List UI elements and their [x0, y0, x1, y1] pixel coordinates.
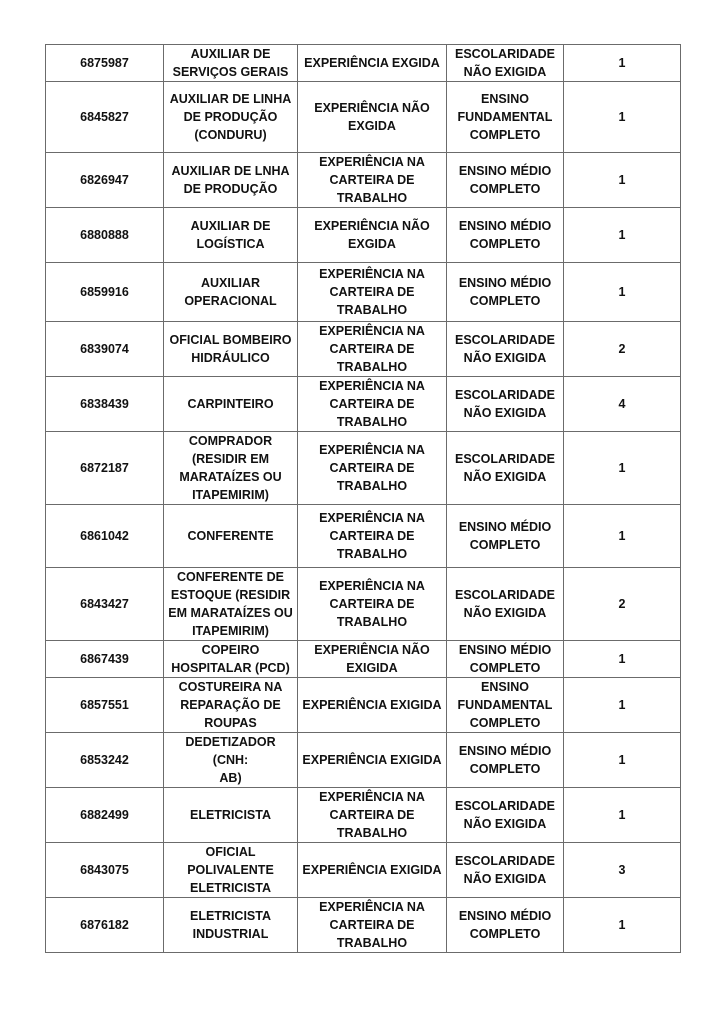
experience-cell: EXPERIÊNCIA NÃO EXIGIDA	[298, 641, 447, 678]
job-role-cell: COSTUREIRA NA REPARAÇÃO DE ROUPAS	[164, 678, 298, 733]
experience-cell: EXPERIÊNCIA NÃO EXGIDA	[298, 208, 447, 263]
job-role-cell: ELETRICISTA INDUSTRIAL	[164, 898, 298, 953]
education-cell: ENSINO FUNDAMENTAL COMPLETO	[447, 82, 564, 153]
vacancies-cell: 1	[564, 82, 681, 153]
experience-cell: EXPERIÊNCIA NA CARTEIRA DE TRABALHO	[298, 568, 447, 641]
vacancies-cell: 1	[564, 733, 681, 788]
job-code-cell: 6843427	[46, 568, 164, 641]
vacancies-cell: 3	[564, 843, 681, 898]
job-role-cell: AUXILIAR DE LNHA DE PRODUÇÃO	[164, 153, 298, 208]
experience-cell: EXPERIÊNCIA EXIGIDA	[298, 678, 447, 733]
job-role-cell: AUXILIAR DE LINHA DE PRODUÇÃO (CONDURU)	[164, 82, 298, 153]
job-role-cell: AUXILIAR OPERACIONAL	[164, 263, 298, 322]
job-code-cell: 6882499	[46, 788, 164, 843]
vacancies-cell: 1	[564, 432, 681, 505]
education-cell: ENSINO MÉDIO COMPLETO	[447, 733, 564, 788]
job-code-cell: 6875987	[46, 45, 164, 82]
job-role-cell: OFICIAL POLIVALENTE ELETRICISTA	[164, 843, 298, 898]
job-code-cell: 6876182	[46, 898, 164, 953]
job-code-cell: 6867439	[46, 641, 164, 678]
experience-cell: EXPERIÊNCIA NÃO EXGIDA	[298, 82, 447, 153]
job-code-cell: 6838439	[46, 377, 164, 432]
table-row	[46, 322, 681, 377]
table-row	[46, 641, 681, 678]
job-role-cell: DEDETIZADOR (CNH: AB)	[164, 733, 298, 788]
table-row	[46, 898, 681, 953]
table-row	[46, 45, 681, 82]
table-row	[46, 678, 681, 733]
vacancies-cell: 1	[564, 788, 681, 843]
job-code-cell: 6853242	[46, 733, 164, 788]
vacancies-cell: 4	[564, 377, 681, 432]
vacancies-cell: 1	[564, 263, 681, 322]
experience-cell: EXPERIÊNCIA EXGIDA	[298, 45, 447, 82]
job-role-cell: ELETRICISTA	[164, 788, 298, 843]
education-cell: ENSINO MÉDIO COMPLETO	[447, 263, 564, 322]
table-row	[46, 82, 681, 153]
job-code-cell: 6859916	[46, 263, 164, 322]
experience-cell: EXPERIÊNCIA NA CARTEIRA DE TRABALHO	[298, 153, 447, 208]
job-role-cell: CARPINTEIRO	[164, 377, 298, 432]
vacancies-cell: 1	[564, 45, 681, 82]
job-role-cell: CONFERENTE DE ESTOQUE (RESIDIR EM MARATAÍZES OU ITAPEMIRIM)	[164, 568, 298, 641]
education-cell: ESCOLARIDADE NÃO EXIGIDA	[447, 788, 564, 843]
table-row	[46, 843, 681, 898]
job-vacancies-table	[45, 44, 681, 953]
job-role-cell: CONFERENTE	[164, 505, 298, 568]
education-cell: ENSINO FUNDAMENTAL COMPLETO	[447, 678, 564, 733]
table-row	[46, 153, 681, 208]
table-row	[46, 263, 681, 322]
vacancies-cell: 1	[564, 678, 681, 733]
vacancies-cell: 1	[564, 641, 681, 678]
job-role-cell: AUXILIAR DE SERVIÇOS GERAIS	[164, 45, 298, 82]
job-role-cell: COMPRADOR (RESIDIR EM MARATAÍZES OU ITAPEMIRIM)	[164, 432, 298, 505]
job-role-cell: OFICIAL BOMBEIRO HIDRÁULICO	[164, 322, 298, 377]
education-cell: ESCOLARIDADE NÃO EXIGIDA	[447, 377, 564, 432]
experience-cell: EXPERIÊNCIA NA CARTEIRA DE TRABALHO	[298, 505, 447, 568]
table-row	[46, 377, 681, 432]
table-row	[46, 568, 681, 641]
education-cell: ENSINO MÉDIO COMPLETO	[447, 898, 564, 953]
job-code-cell: 6839074	[46, 322, 164, 377]
job-code-cell: 6861042	[46, 505, 164, 568]
education-cell: ENSINO MÉDIO COMPLETO	[447, 641, 564, 678]
vacancies-cell: 1	[564, 153, 681, 208]
table-row	[46, 733, 681, 788]
vacancies-cell: 1	[564, 208, 681, 263]
experience-cell: EXPERIÊNCIA NA CARTEIRA DE TRABALHO	[298, 377, 447, 432]
table-row	[46, 208, 681, 263]
education-cell: ENSINO MÉDIO COMPLETO	[447, 153, 564, 208]
vacancies-cell: 1	[564, 898, 681, 953]
experience-cell: EXPERIÊNCIA EXIGIDA	[298, 843, 447, 898]
job-code-cell: 6843075	[46, 843, 164, 898]
education-cell: ENSINO MÉDIO COMPLETO	[447, 208, 564, 263]
job-code-cell: 6857551	[46, 678, 164, 733]
vacancies-cell: 2	[564, 568, 681, 641]
education-cell: ESCOLARIDADE NÃO EXIGIDA	[447, 322, 564, 377]
experience-cell: EXPERIÊNCIA NA CARTEIRA DE TRABALHO	[298, 263, 447, 322]
table-row	[46, 432, 681, 505]
job-code-cell: 6845827	[46, 82, 164, 153]
education-cell: ESCOLARIDADE NÃO EXIGIDA	[447, 568, 564, 641]
job-code-cell: 6880888	[46, 208, 164, 263]
education-cell: ESCOLARIDADE NÃO EXIGIDA	[447, 432, 564, 505]
experience-cell: EXPERIÊNCIA NA CARTEIRA DE TRABALHO	[298, 322, 447, 377]
vacancies-cell: 2	[564, 322, 681, 377]
vacancies-cell: 1	[564, 505, 681, 568]
job-code-cell: 6826947	[46, 153, 164, 208]
education-cell: ENSINO MÉDIO COMPLETO	[447, 505, 564, 568]
experience-cell: EXPERIÊNCIA EXIGIDA	[298, 733, 447, 788]
table-row	[46, 505, 681, 568]
job-role-cell: AUXILIAR DE LOGÍSTICA	[164, 208, 298, 263]
education-cell: ESCOLARIDADE NÃO EXIGIDA	[447, 843, 564, 898]
education-cell: ESCOLARIDADE NÃO EXIGIDA	[447, 45, 564, 82]
job-role-cell: COPEIRO HOSPITALAR (PCD)	[164, 641, 298, 678]
experience-cell: EXPERIÊNCIA NA CARTEIRA DE TRABALHO	[298, 898, 447, 953]
table-row	[46, 788, 681, 843]
experience-cell: EXPERIÊNCIA NA CARTEIRA DE TRABALHO	[298, 432, 447, 505]
job-code-cell: 6872187	[46, 432, 164, 505]
experience-cell: EXPERIÊNCIA NA CARTEIRA DE TRABALHO	[298, 788, 447, 843]
